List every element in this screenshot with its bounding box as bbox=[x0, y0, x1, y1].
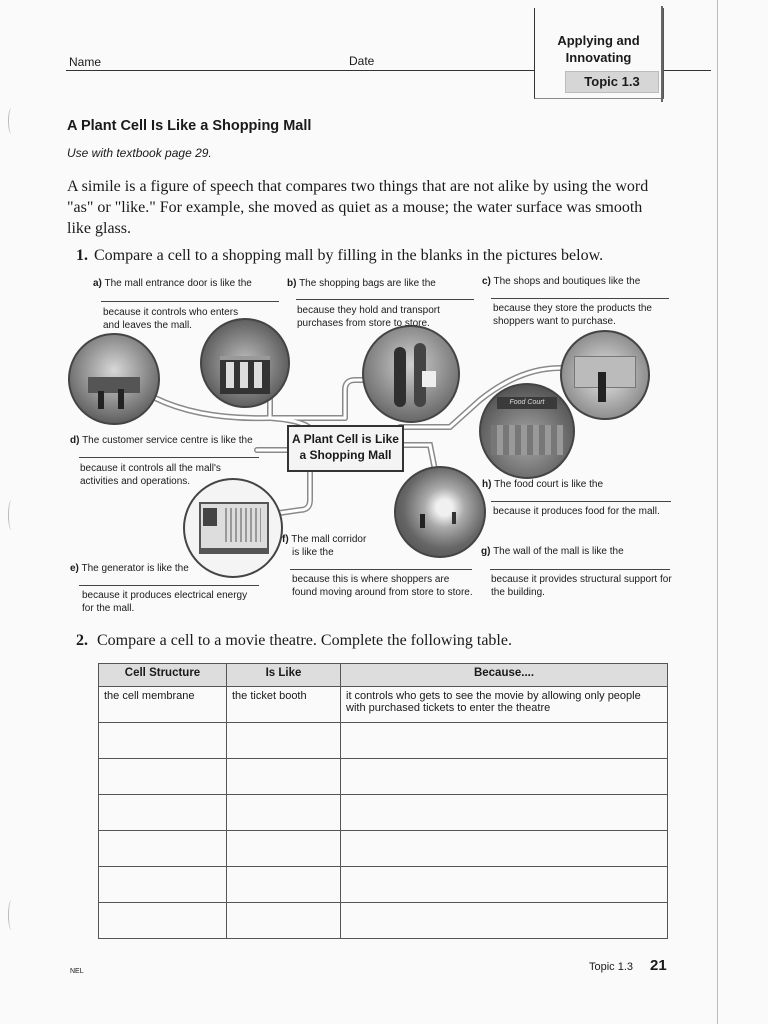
table-cell[interactable] bbox=[341, 759, 668, 795]
footer-nel: NEL bbox=[70, 968, 84, 975]
table-row bbox=[99, 687, 668, 723]
table-cell[interactable] bbox=[99, 795, 227, 831]
item-d-prompt bbox=[70, 434, 253, 447]
table-header-cell: Is Like bbox=[227, 664, 341, 687]
photo-mall-corridor bbox=[394, 466, 486, 558]
footer-topic: Topic 1.3 bbox=[589, 961, 634, 973]
table-cell[interactable] bbox=[99, 759, 227, 795]
item-b-answer-blank[interactable] bbox=[296, 299, 474, 300]
item-a-label: a) bbox=[93, 278, 102, 289]
item-e-label: e) bbox=[70, 563, 79, 574]
center-title-box bbox=[287, 425, 404, 472]
item-h-prompt-text: The food court is like the bbox=[494, 479, 604, 490]
item-b-prompt-text: The shopping bags are like the bbox=[299, 278, 436, 289]
item-f-answer-blank[interactable] bbox=[290, 569, 472, 570]
intro-paragraph: A simile is a figure of speech that compares two things that are not alike by using the word "as" or "like." For example, she moved as quiet as a mouse; the water surface was smooth like glass. bbox=[67, 178, 649, 237]
table-row bbox=[99, 723, 668, 759]
photo-mall-interior bbox=[68, 333, 160, 425]
item-c-label: c) bbox=[482, 276, 491, 287]
item-a-prompt bbox=[93, 277, 252, 290]
item-d-label: d) bbox=[70, 435, 80, 446]
table-cell[interactable] bbox=[227, 759, 341, 795]
table-cell[interactable] bbox=[341, 903, 668, 939]
topic-badge-text: Topic 1.3 bbox=[584, 74, 640, 89]
item-a-answer-blank[interactable] bbox=[101, 301, 279, 302]
table-cell[interactable] bbox=[227, 867, 341, 903]
movie-theatre-table bbox=[98, 663, 668, 939]
item-e-because: because it produces electrical energy for the mall. bbox=[82, 590, 248, 614]
table-cell[interactable]: the ticket booth bbox=[227, 687, 341, 723]
q1-number: 1. bbox=[76, 247, 88, 264]
photo-boutique bbox=[560, 330, 650, 420]
table-cell[interactable] bbox=[99, 831, 227, 867]
item-a-because: because it controls who enters and leaves the mall. bbox=[103, 307, 239, 331]
table-cell[interactable] bbox=[99, 723, 227, 759]
photo-shoppers-bags bbox=[362, 325, 460, 423]
item-g-prompt bbox=[481, 545, 624, 558]
table-cell[interactable]: it controls who gets to see the movie by allowing only people with purchased tickets to enter the theatre bbox=[341, 687, 668, 723]
item-c-prompt bbox=[482, 275, 640, 288]
table-cell[interactable] bbox=[341, 723, 668, 759]
table-row bbox=[99, 903, 668, 939]
table-header-cell: Cell Structure bbox=[99, 664, 227, 687]
name-label: Name bbox=[69, 55, 102, 69]
item-c-because: because they store the products the shoppers want to purchase. bbox=[493, 303, 652, 327]
table-row bbox=[99, 759, 668, 795]
table-row bbox=[99, 795, 668, 831]
table-cell[interactable] bbox=[341, 867, 668, 903]
item-f-because: because this is where shoppers are found moving around from store to store. bbox=[292, 574, 473, 598]
item-g-prompt-text: The wall of the mall is like the bbox=[493, 546, 624, 557]
topic-box-title-1: Applying and bbox=[557, 33, 640, 48]
item-b-label: b) bbox=[287, 278, 297, 289]
item-h-answer-blank[interactable] bbox=[491, 501, 671, 502]
photo-generator bbox=[183, 478, 283, 578]
table-row bbox=[99, 831, 668, 867]
worksheet-subtitle: Use with textbook page 29. bbox=[67, 146, 212, 160]
item-h-prompt bbox=[482, 478, 603, 491]
item-h-because: because it produces food for the mall. bbox=[493, 506, 660, 517]
center-title-line2: a Shopping Mall bbox=[299, 448, 392, 462]
q2-text: Compare a cell to a movie theatre. Complete the following table. bbox=[97, 632, 512, 649]
table-cell[interactable] bbox=[227, 723, 341, 759]
table-row bbox=[99, 867, 668, 903]
table-cell[interactable] bbox=[227, 903, 341, 939]
item-g-label: g) bbox=[481, 546, 491, 557]
table-cell[interactable] bbox=[99, 867, 227, 903]
item-d-prompt-text: The customer service centre is like the bbox=[82, 435, 253, 446]
table-cell[interactable] bbox=[227, 795, 341, 831]
item-g-because: because it provides structural support for the building. bbox=[491, 574, 672, 598]
center-title-line1: A Plant Cell is Like bbox=[292, 432, 399, 446]
item-f-label: f) bbox=[282, 534, 289, 545]
item-c-answer-blank[interactable] bbox=[491, 298, 669, 299]
table-cell[interactable] bbox=[341, 795, 668, 831]
table-cell[interactable] bbox=[99, 903, 227, 939]
worksheet-title: A Plant Cell Is Like a Shopping Mall bbox=[67, 118, 312, 134]
item-c-prompt-text: The shops and boutiques like the bbox=[493, 276, 641, 287]
table-cell[interactable] bbox=[341, 831, 668, 867]
food-court-sign: Food Court bbox=[497, 397, 557, 409]
footer-page-number: 21 bbox=[650, 957, 667, 974]
item-e-answer-blank[interactable] bbox=[79, 585, 259, 586]
item-b-prompt bbox=[287, 277, 436, 290]
table-header-cell: Because.... bbox=[341, 664, 668, 687]
table-cell[interactable]: the cell membrane bbox=[99, 687, 227, 723]
topic-box-title-2: Innovating bbox=[565, 50, 632, 65]
date-label: Date bbox=[349, 54, 375, 68]
item-e-prompt bbox=[70, 562, 189, 575]
item-d-because: because it controls all the mall's activities and operations. bbox=[80, 463, 221, 487]
item-e-prompt-text: The generator is like the bbox=[81, 563, 189, 574]
item-h-label: h) bbox=[482, 479, 492, 490]
photo-food-court bbox=[479, 383, 575, 479]
item-a-prompt-text: The mall entrance door is like the bbox=[104, 278, 252, 289]
item-g-answer-blank[interactable] bbox=[490, 569, 670, 570]
item-f-prompt-line1: The mall corridor bbox=[291, 534, 367, 545]
item-f-prompt-line2: is like the bbox=[292, 547, 334, 558]
item-d-answer-blank[interactable] bbox=[79, 457, 259, 458]
item-b-because: because they hold and transport purchases from store to store. bbox=[297, 305, 440, 329]
q2-number: 2. bbox=[76, 632, 88, 649]
table-cell[interactable] bbox=[227, 831, 341, 867]
item-f-prompt bbox=[282, 533, 366, 559]
q1-text: Compare a cell to a shopping mall by filling in the blanks in the pictures below. bbox=[94, 247, 604, 264]
